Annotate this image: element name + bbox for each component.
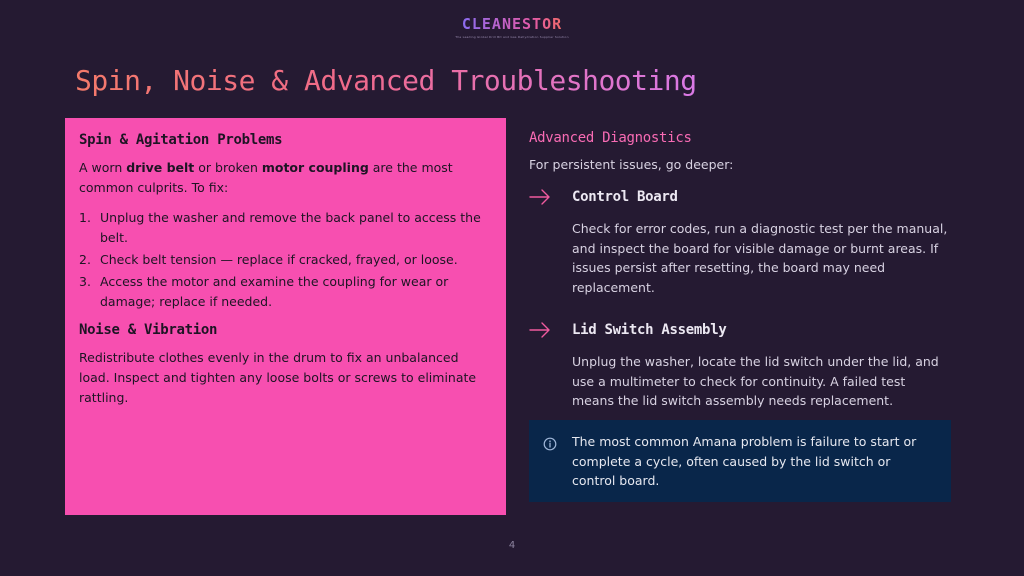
advanced-heading: Advanced Diagnostics <box>529 130 692 146</box>
brand-logo <box>0 14 1024 39</box>
step-number: 1. <box>79 210 91 225</box>
info-callout <box>529 420 951 502</box>
fix-steps-list <box>79 208 492 312</box>
diagnostic-text: Unplug the washer, locate the lid switch under the lid, and use a multimeter to check for continuity. A failed test means the lid switch assembly needs replacement. <box>572 354 939 408</box>
callout-text: The most common Amana problem is failure to start or complete a cycle, often caused by the lid switch or control board. <box>572 434 917 488</box>
spin-intro <box>79 158 492 198</box>
step-number: 3. <box>79 274 91 289</box>
arrow-right-icon <box>529 187 572 297</box>
spin-heading: Spin & Agitation Problems <box>79 132 283 148</box>
brand-tagline: The Leading Global Drill Bit and Gas Dehydration Supplier Solution <box>455 35 569 39</box>
intro-bold-motor-coupling: motor coupling <box>261 160 369 175</box>
diagnostic-title: Control Board <box>572 189 678 205</box>
step-number: 2. <box>79 252 91 267</box>
diagnostic-item-control-board <box>529 187 951 297</box>
noise-text: Redistribute clothes evenly in the drum to fix an unbalanced load. Inspect and tighten any loose bolts or screws to eliminate rattling. <box>79 350 477 405</box>
list-item <box>79 272 492 312</box>
noise-heading: Noise & Vibration <box>79 322 218 338</box>
step-text: Unplug the washer and remove the back panel to access the belt. <box>100 210 481 245</box>
brand-name: CLEANESTOR <box>461 15 563 33</box>
list-item <box>79 250 492 270</box>
intro-text-c: or broken <box>194 160 262 175</box>
diagnostic-title: Lid Switch Assembly <box>572 322 727 338</box>
spin-noise-card <box>65 118 506 515</box>
page-number: 4 <box>508 540 516 551</box>
list-item <box>79 208 492 248</box>
diagnostic-item-lid-switch <box>529 320 951 411</box>
advanced-diagnostics-section <box>529 130 951 411</box>
intro-text-a: A worn <box>79 160 127 175</box>
info-icon <box>543 432 572 502</box>
advanced-intro: For persistent issues, go deeper: <box>529 157 734 172</box>
page-title: Spin, Noise & Advanced Troubleshooting <box>75 64 697 97</box>
step-text: Access the motor and examine the coupling for wear or damage; replace if needed. <box>100 274 449 309</box>
step-text: Check belt tension — replace if cracked, frayed, or loose. <box>100 252 458 267</box>
intro-bold-drive-belt: drive belt <box>126 160 195 175</box>
diagnostic-text: Check for error codes, run a diagnostic test per the manual, and inspect the board for visible damage or burnt areas. If issues persist after resetting, the board may need replacement. <box>572 221 948 295</box>
intro-text-d: are the most common culprits. To fix: <box>79 160 453 195</box>
arrow-right-icon <box>529 320 572 411</box>
